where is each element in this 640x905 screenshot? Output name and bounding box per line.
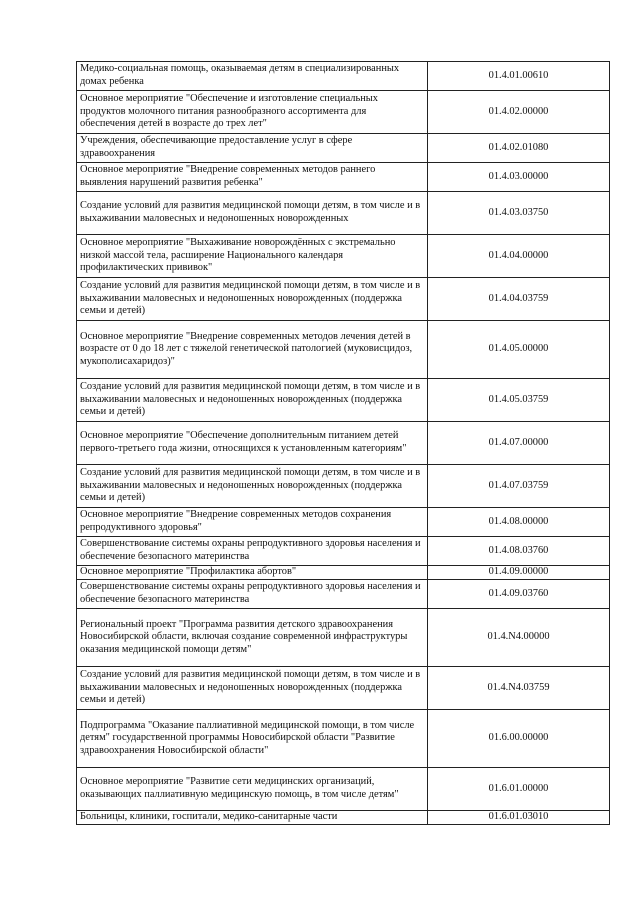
row-name: Основное мероприятие "Выхаживание новорождённых с экстремально низкой массой тела, расширение Национального календаря профилактических прививок" [77, 235, 428, 278]
table-row [77, 537, 610, 566]
row-name: Основное мероприятие "Обеспечение и изготовление специальных продуктов молочного питания разнообразного ассортимента для обеспечения детей в возрасте до трех лет" [77, 91, 428, 134]
row-code: 01.4.04.03759 [428, 278, 610, 321]
table-row [77, 235, 610, 278]
table-row [77, 566, 610, 580]
table-row [77, 278, 610, 321]
row-code: 01.4.07.03759 [428, 465, 610, 508]
table-row [77, 62, 610, 91]
row-code: 01.6.01.03010 [428, 811, 610, 825]
table-row [77, 580, 610, 609]
row-name: Подпрограмма "Оказание паллиативной медицинской помощи, в том числе детям" государственной программы Новосибирской области "Развитие здравоохранения Новосибирской области" [77, 710, 428, 768]
table-row [77, 811, 610, 825]
row-name: Основное мероприятие "Развитие сети медицинских организаций, оказывающих паллиативную медицинскую помощь, в том числе детям" [77, 768, 428, 811]
table-row [77, 379, 610, 422]
row-name: Создание условий для развития медицинской помощи детям, в том числе и в выхаживании маловесных и недоношенных новорожденных [77, 192, 428, 235]
row-name: Создание условий для развития медицинской помощи детям, в том числе и в выхаживании маловесных и недоношенных новорожденных (поддержка семьи и детей) [77, 465, 428, 508]
row-code: 01.4.08.00000 [428, 508, 610, 537]
row-name: Основное мероприятие "Внедрение современных методов сохранения репродуктивного здоровья" [77, 508, 428, 537]
table-row [77, 321, 610, 379]
row-name: Основное мероприятие "Обеспечение дополнительным питанием детей первого-третьего года жизни, относящихся к установленным категориям" [77, 422, 428, 465]
row-code: 01.4.02.00000 [428, 91, 610, 134]
row-code: 01.4.05.00000 [428, 321, 610, 379]
table-row [77, 667, 610, 710]
table-row [77, 508, 610, 537]
row-code: 01.4.09.00000 [428, 566, 610, 580]
row-code: 01.4.05.03759 [428, 379, 610, 422]
table-row [77, 192, 610, 235]
row-code: 01.4.02.01080 [428, 134, 610, 163]
table-row [77, 710, 610, 768]
table-row [77, 422, 610, 465]
table-row [77, 768, 610, 811]
row-code: 01.4.08.03760 [428, 537, 610, 566]
row-name: Больницы, клиники, госпитали, медико-санитарные части [77, 811, 428, 825]
row-code: 01.6.00.00000 [428, 710, 610, 768]
row-name: Создание условий для развития медицинской помощи детям, в том числе и в выхаживании маловесных и недоношенных новорожденных (поддержка семьи и детей) [77, 278, 428, 321]
row-name: Основное мероприятие "Внедрение современных методов лечения детей в возрасте от 0 до 18 лет с тяжелой генетической патологией (муковисцидоз, мукополисахаридоз)" [77, 321, 428, 379]
row-code: 01.4.N4.03759 [428, 667, 610, 710]
row-name: Совершенствование системы охраны репродуктивного здоровья населения и обеспечение безопасного материнства [77, 537, 428, 566]
row-name: Основное мероприятие "Профилактика абортов" [77, 566, 428, 580]
row-name: Совершенствование системы охраны репродуктивного здоровья населения и обеспечение безопасного материнства [77, 580, 428, 609]
row-code: 01.4.N4.00000 [428, 609, 610, 667]
row-code: 01.4.03.03750 [428, 192, 610, 235]
row-code: 01.4.09.03760 [428, 580, 610, 609]
row-name: Создание условий для развития медицинской помощи детям, в том числе и в выхаживании маловесных и недоношенных новорожденных (поддержка семьи и детей) [77, 379, 428, 422]
budget-table [76, 61, 610, 825]
row-name: Медико-социальная помощь, оказываемая детям в специализированных домах ребенка [77, 62, 428, 91]
table-row [77, 163, 610, 192]
table-row [77, 134, 610, 163]
row-code: 01.6.01.00000 [428, 768, 610, 811]
row-name: Учреждения, обеспечивающие предоставление услуг в сфере здравоохранения [77, 134, 428, 163]
table-row [77, 91, 610, 134]
row-code: 01.4.07.00000 [428, 422, 610, 465]
table-row [77, 465, 610, 508]
table-row [77, 609, 610, 667]
row-name: Создание условий для развития медицинской помощи детям, в том числе и в выхаживании маловесных и недоношенных новорожденных (поддержка семьи и детей) [77, 667, 428, 710]
row-name: Региональный проект "Программа развития детского здравоохранения Новосибирской области, включая создание современной инфраструктуры оказания медицинской помощи детям" [77, 609, 428, 667]
row-code: 01.4.04.00000 [428, 235, 610, 278]
row-code: 01.4.03.00000 [428, 163, 610, 192]
row-name: Основное мероприятие "Внедрение современных методов раннего выявления нарушений развития ребенка" [77, 163, 428, 192]
row-code: 01.4.01.00610 [428, 62, 610, 91]
